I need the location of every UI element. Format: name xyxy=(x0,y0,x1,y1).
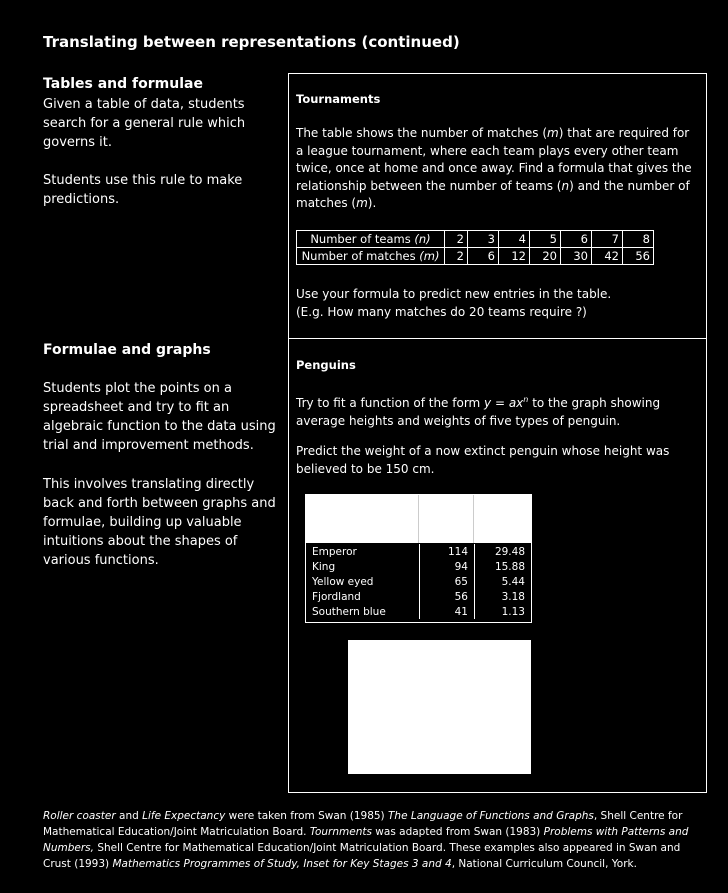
penguin-height: 65 xyxy=(420,574,475,589)
table-row xyxy=(306,559,531,574)
penguin-weight: 3.18 xyxy=(475,589,532,604)
table-cell: 12 xyxy=(499,248,530,265)
table-cell: 3 xyxy=(468,231,499,248)
penguin-height: 56 xyxy=(420,589,475,604)
matches-label: Number of matches (m) xyxy=(297,248,445,265)
penguin-name: King xyxy=(312,560,336,573)
teams-row xyxy=(297,231,654,248)
graphs-heading: Formulae and graphs xyxy=(43,342,211,358)
table-cell: 56 xyxy=(623,248,654,265)
graphs-text-1: Students plot the points on a spreadsheet and try to fit an algebraic function to the data using trial and improvement methods. xyxy=(43,381,276,453)
table-cell: 5 xyxy=(530,231,561,248)
penguin-spreadsheet xyxy=(305,494,532,623)
penguin-height: 114 xyxy=(420,544,475,559)
table-cell: 6 xyxy=(468,248,499,265)
tables-text-1: Given a table of data, students search for a general rule which governs it. xyxy=(43,97,246,150)
penguin-name: Fjordland xyxy=(312,590,361,603)
matches-row xyxy=(297,248,654,265)
penguins-predict: Predict the weight of a now extinct penguin whose height was believed to be 150 cm. xyxy=(296,444,670,476)
penguins-title: Penguins xyxy=(296,358,356,372)
table-row xyxy=(306,589,531,604)
table-row xyxy=(306,604,531,619)
penguin-height: 41 xyxy=(420,604,475,619)
table-row xyxy=(306,544,531,559)
tables-text-2: Students use this rule to make predictions. xyxy=(43,173,243,207)
table-cell: 20 xyxy=(530,248,561,265)
table-cell: 42 xyxy=(592,248,623,265)
table-cell: 4 xyxy=(499,231,530,248)
matches-table xyxy=(296,230,654,265)
penguin-weight: 1.13 xyxy=(475,604,532,619)
table-cell: 8 xyxy=(623,231,654,248)
penguin-name: Emperor xyxy=(312,545,357,558)
tournaments-title: Tournaments xyxy=(296,92,381,106)
table-cell: 2 xyxy=(445,248,468,265)
penguin-table xyxy=(306,544,531,619)
teams-label: Number of teams (n) xyxy=(297,231,445,248)
table-row xyxy=(306,574,531,589)
table-cell: 30 xyxy=(561,248,592,265)
footnote: Roller coaster and Life Expectancy were taken from Swan (1985) The Language of Functions and Graphs, Shell Centre for Mathematical Education/Joint Matriculation Board. Tournments was adapted from Swan (1983) Problems with Patterns and Numbers, Shell Centre for Mathematical Education/Joint Matriculation Board. These examples also appeared in Swan and Crust (1993) Mathematics Programmes of Study, Inset for Key Stages 3 and 4, National Curriculum Council, York. xyxy=(43,810,689,870)
table-cell: 7 xyxy=(592,231,623,248)
table-cell: 2 xyxy=(445,231,468,248)
tournaments-predict: Use your formula to predict new entries in the table. (E.g. How many matches do 20 teams require ?) xyxy=(296,287,612,319)
penguin-weight: 15.88 xyxy=(475,559,532,574)
table-cell: 6 xyxy=(561,231,592,248)
penguin-weight: 5.44 xyxy=(475,574,532,589)
penguin-graph xyxy=(348,640,531,774)
penguins-fit-text: Try to fit a function of the form $y = ax^n$ to the graph showing average heights and weights of five types of penguin. xyxy=(296,395,661,428)
penguin-name: Yellow eyed xyxy=(312,575,374,588)
penguin-weight: 29.48 xyxy=(475,544,532,559)
panel-divider xyxy=(288,338,707,339)
tournaments-intro: The table shows the number of matches (m) that are required for a league tournament, where each team plays every other team twice, once at home and once away. Find a formula that gives the relationship between the number of teams (n) and the number of matches (m). xyxy=(296,126,692,210)
penguin-height: 94 xyxy=(420,559,475,574)
penguin-name: Southern blue xyxy=(312,605,386,618)
tables-heading: Tables and formulae xyxy=(43,76,203,92)
graphs-text-2: This involves translating directly back and forth between graphs and formulae, building up valuable intuitions about the shapes of various functions. xyxy=(43,477,276,568)
spreadsheet-header xyxy=(306,495,531,543)
page-title: Translating between representations (continued) xyxy=(43,33,460,51)
